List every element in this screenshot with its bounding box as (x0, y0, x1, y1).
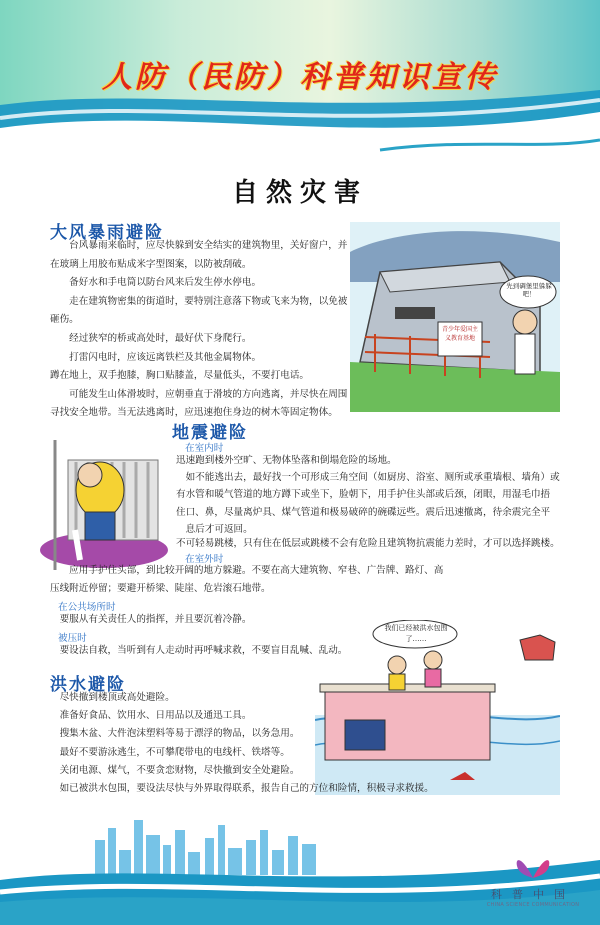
storm-line: 寻找安全地带。当无法逃离时，应迅速抱住身边的树木等固定物体。 (50, 407, 338, 419)
earthquake-outdoor-label: 在室外时 (185, 554, 224, 565)
storm-line: 台风暴雨来临时，应尽快躲到安全结实的建筑物里，关好窗户，并 (50, 240, 348, 251)
storm-line: 经过狭窄的桥或高处时，最好伏下身爬行。 (50, 332, 252, 344)
earthquake-buried-line: 要设法自救，当听到有人走动时再呼喊求救，不要盲目乱喊、乱动。 (50, 645, 348, 656)
earthquake-indoor-line: 如不能逃出去，最好找一个可形成三角空间（如厨房、浴室、厕所或承重墙根、墙角）或 (176, 472, 560, 484)
banner-title: 人防（民防）科普知识宣传 (102, 60, 498, 95)
flood-line: 如已被洪水包围，要设法尽快与外界取得联系，报告自己的方位和险情，积极寻求救援。 (50, 783, 434, 795)
storm-line: 走在建筑物密集的街道时，要特别注意落下物或飞来为物，以免被 (50, 295, 348, 307)
earthquake-indoor-line: 住口、鼻，尽量离炉具、煤气管道和极易破碎的碗碟远些。震后迅速撤离，待余震完全平 (176, 506, 551, 518)
butterfly-logo-icon (513, 854, 553, 880)
storm-text (50, 237, 347, 423)
flood-section-title: 洪水避险 (50, 675, 126, 695)
earthquake-section-title: 地震避险 (172, 423, 248, 443)
earthquake-indoor-text (176, 452, 560, 538)
storm-line: 砸伤。 (50, 314, 79, 326)
storm-illustration (350, 222, 560, 412)
flood-line: 关闭电源、煤气，不要贪恋财物，尽快撤到安全处避险。 (50, 764, 300, 776)
earthquake-public-text (50, 611, 251, 630)
earthquake-indoor-line: 有水管和暖气管道的地方蹲下或坐下，脸朝下，用手护住头部或后颈，闭眼，用湿毛巾捂 (176, 489, 551, 501)
earthquake-indoor-line: 不可轻易跳楼，只有住在低层或跳楼不会有危险且建筑物抗震能力差时，才可以选择跳楼。 (176, 538, 560, 549)
page-title: 自然灾害 (231, 178, 368, 208)
earthquake-public-label: 在公共场所时 (58, 602, 116, 613)
flood-line: 搜集木盆、大件泡沫塑料等易于漂浮的物品，以务急用。 (50, 728, 300, 740)
earthquake-jump-note (176, 535, 560, 554)
city-skyline-icon (95, 820, 316, 875)
earthquake-buried-text (50, 642, 347, 661)
earthquake-buried-label: 被压时 (58, 633, 87, 644)
earthquake-outdoor-line: 应用手护住头部，到比较开阔的地方躲避。不要在高大建筑物、窄巷、广告牌、路灯、高 (50, 565, 444, 576)
storm-line: 在玻璃上用胶布贴成米字型图案，以防被刮破。 (50, 258, 252, 270)
earthquake-outdoor-text (50, 562, 443, 597)
flood-text (50, 689, 434, 798)
logo-english-text: CHINA SCIENCE COMMUNICATION (486, 902, 580, 908)
storm-line: 蹲在地上，双手抱膝，胸口贴膝盖，尽量低头，不要打电话。 (50, 370, 310, 382)
earthquake-indoor-line: 息后才可返回。 (176, 523, 253, 535)
science-china-logo (478, 854, 588, 914)
flood-line: 准备好食品、饮用水、日用品以及通迅工具。 (50, 710, 252, 722)
earthquake-indoor-label: 在室内时 (185, 443, 224, 454)
flood-line: 最好不要游泳逃生，不可攀爬带电的电线杆、铁塔等。 (50, 746, 290, 758)
storm-line: 打雷闪电时，应该远离铁栏及其他金属物体。 (50, 351, 262, 363)
storm-line: 可能发生山体滑坡时，应朝垂直于滑坡的方向逃离，并尽快在周围 (50, 388, 348, 400)
education-base-sign: 青少年爱国主义教育基地 (441, 326, 478, 342)
storm-section-title: 大风暴雨避险 (50, 223, 164, 243)
logo-chinese-text: 科普中国 (491, 888, 575, 901)
flood-line: 尽快撤到楼顶或高处避险。 (50, 692, 175, 703)
flood-speech-bubble: 我们已经被洪水包围了…… (384, 624, 448, 643)
earthquake-outdoor-line: 压线附近停留；要避开桥梁、陡崖、危岩滚石地带。 (50, 582, 271, 594)
earthquake-indoor-line: 迅速跑到楼外空旷、无物体坠落和倒塌危险的场地。 (176, 455, 397, 466)
earthquake-illustration (40, 420, 168, 570)
storm-speech-bubble: 先到碉堡里躲躲吧！ (506, 282, 552, 298)
earthquake-public-line: 要服从有关责任人的指挥，并且要沉着冷静。 (50, 614, 252, 625)
storm-line: 备好水和手电筒以防台风来后发生停水停电。 (50, 277, 262, 289)
